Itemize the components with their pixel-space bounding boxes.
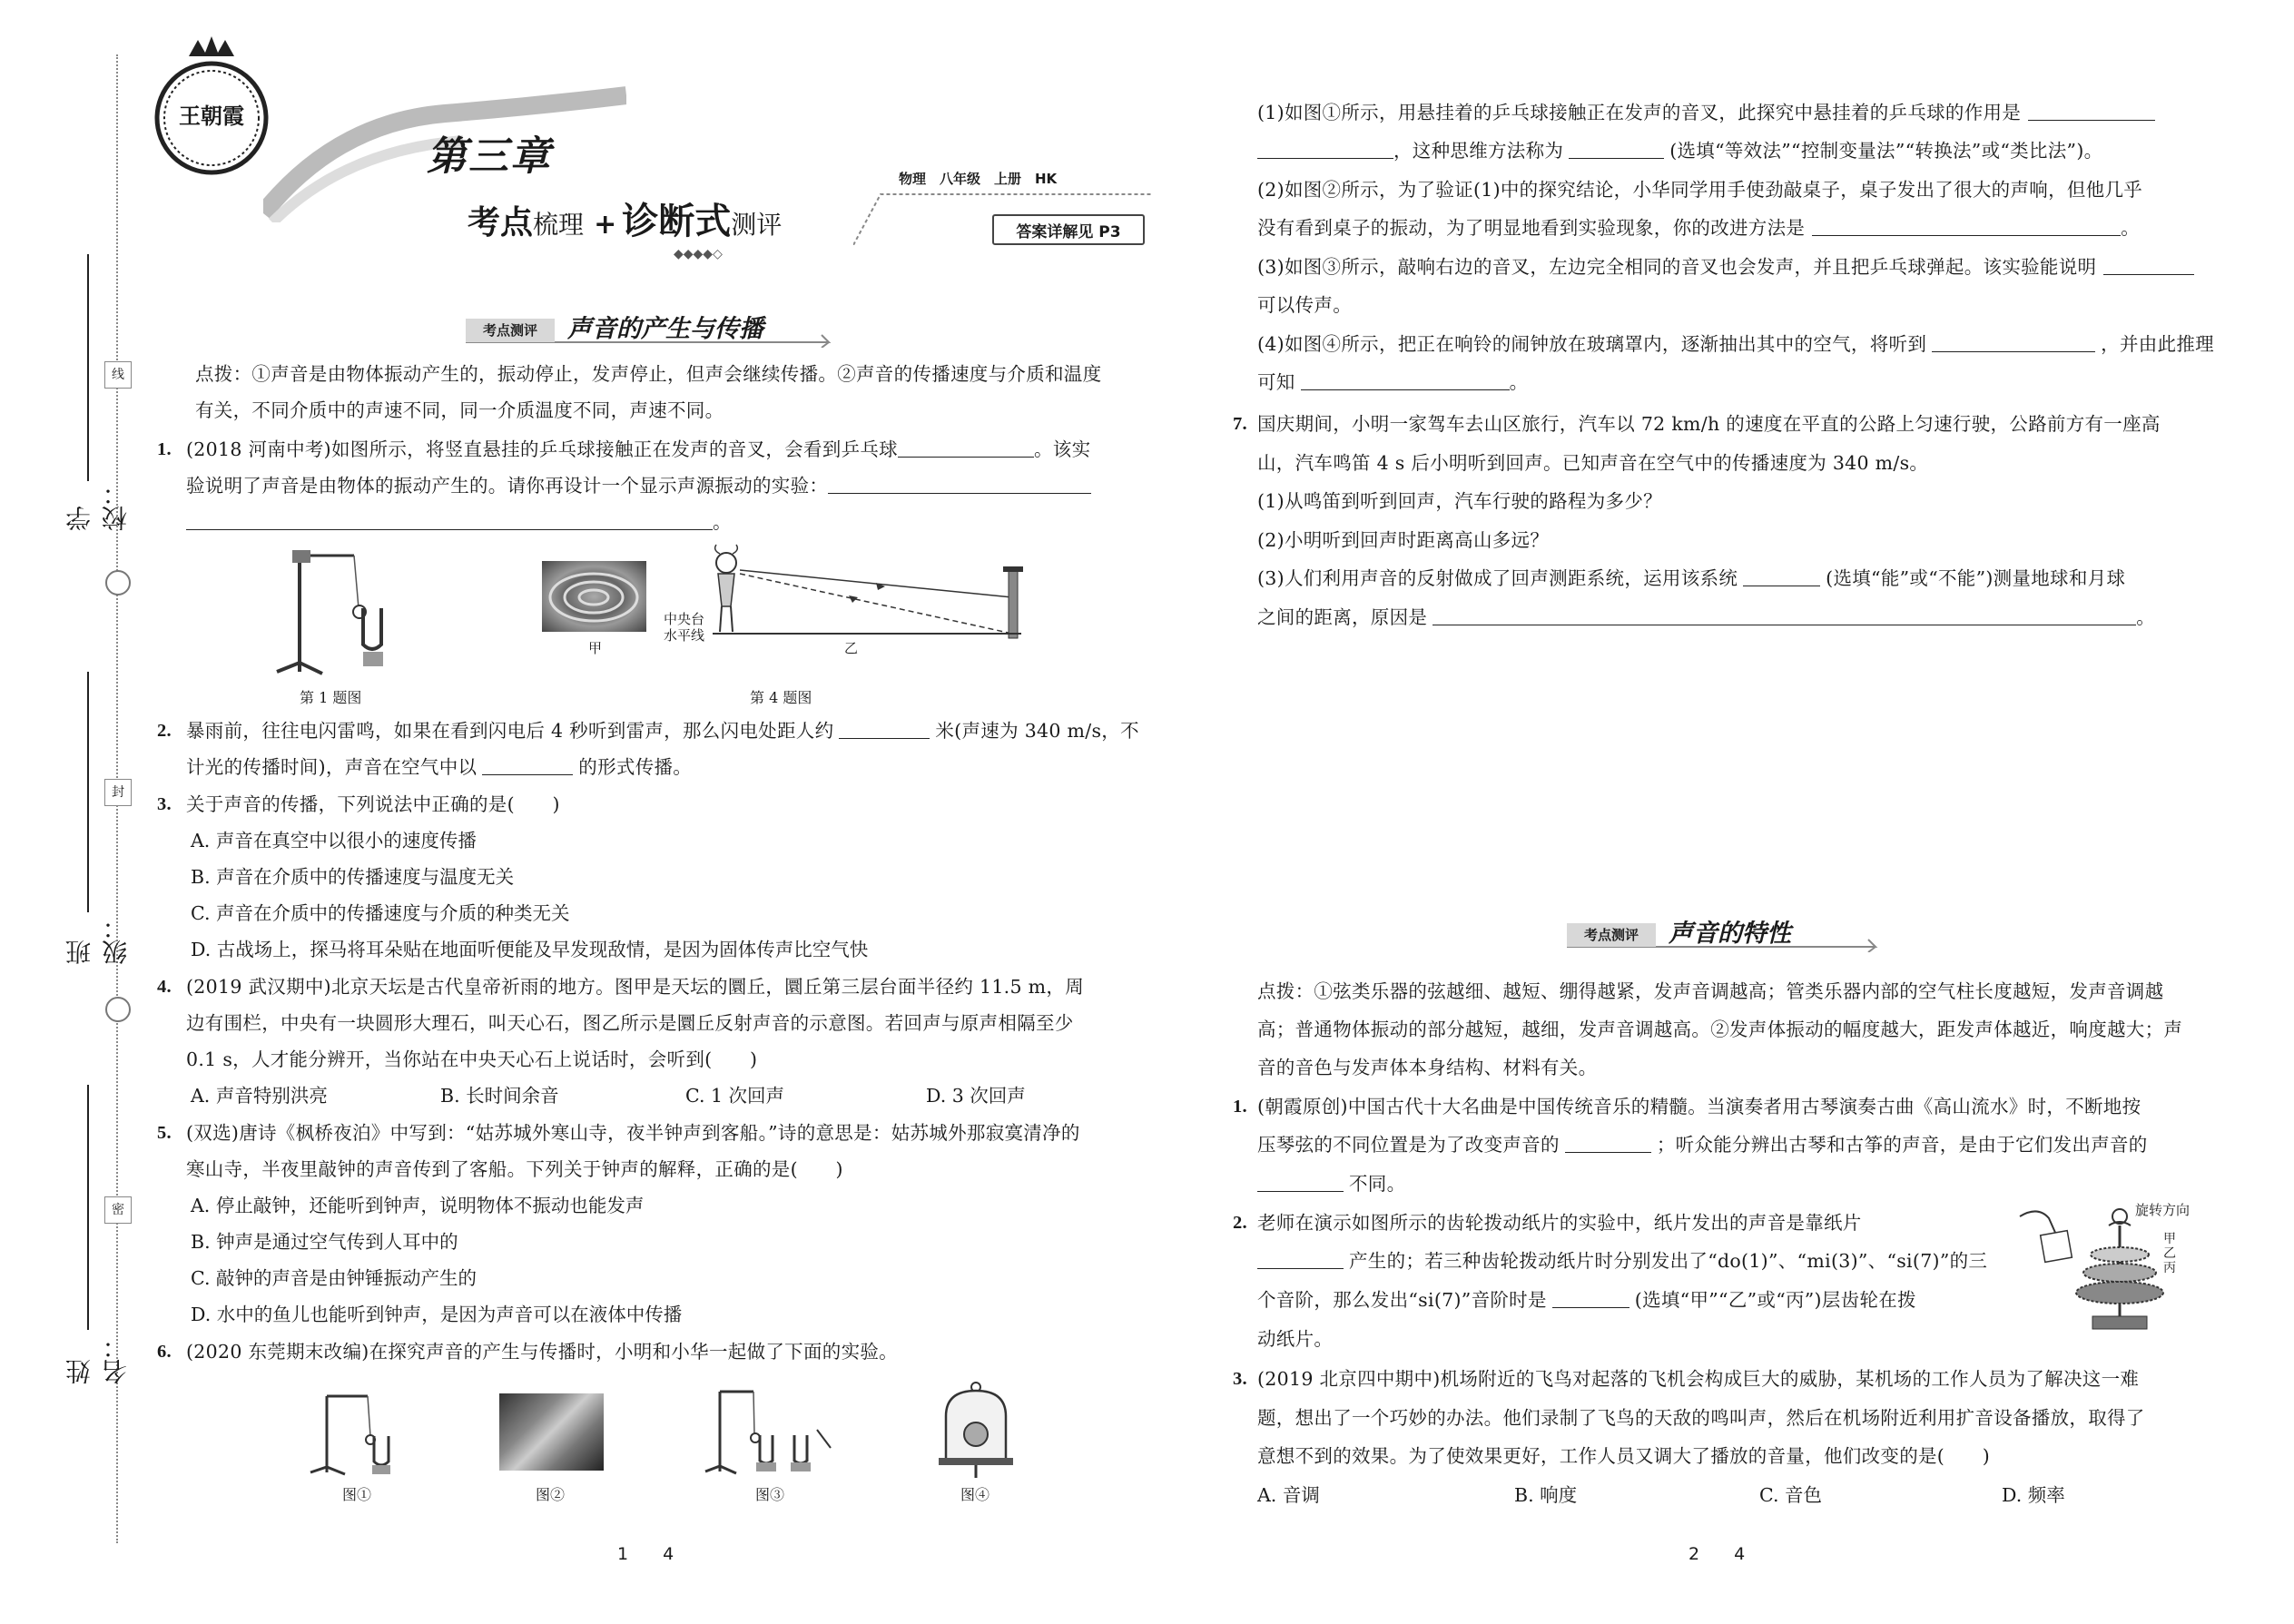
s2-q2-line-4: 动纸片。 bbox=[1257, 1328, 1334, 1350]
tip-line-2: 有关，不同介质中的声速不同，同一介质温度不同，声速不同。 bbox=[195, 399, 724, 421]
figure-4-caption: 第 4 题图 bbox=[750, 689, 812, 706]
tip2-line-2: 高；普通物体振动的部分越短，越细，发声音调越高。②发声体振动的幅度越大，距发声体越近，响度越大；声 bbox=[1257, 1019, 2183, 1040]
q5-option-c[interactable]: C. 敲钟的声音是由钟锤振动产生的 bbox=[191, 1267, 477, 1289]
s2-q3-line-2: 题，想出了一个巧妙的办法。他们录制了飞鸟的天敌的鸣叫声，然后在机场附近利用扩音设备播放，取得了 bbox=[1257, 1407, 2145, 1429]
s2-q2-line-2 bbox=[1257, 1243, 1987, 1279]
q7-line-1: 国庆期间，小明一家驾车去山区旅行，汽车以 72 km/h 的速度在平直的公路上匀速行驶，公路前方有一座高 bbox=[1257, 413, 2161, 435]
q2-text-b-end: 的形式传播。 bbox=[578, 756, 693, 778]
q6-number: 6. bbox=[157, 1342, 172, 1362]
q6-2-line-2 bbox=[1257, 210, 2140, 246]
q7-3-text-a: (3)人们利用声音的反射做成了回声测距系统，运用该系统 bbox=[1257, 567, 1738, 589]
q3-option-a[interactable]: A. 声音在真空中以很小的速度传播 bbox=[191, 830, 477, 851]
s2-q3-option-b[interactable]: B. 响度 bbox=[1514, 1484, 1578, 1506]
q6-4-line-2 bbox=[1257, 364, 1528, 400]
school-blank[interactable] bbox=[87, 254, 89, 481]
q6-4-text-b-end: 。 bbox=[1509, 371, 1529, 393]
q5-line-1: (双选)唐诗《枫桥夜泊》中写到：“姑苏城外寒山寺，夜半钟声到客船。”诗的意思是：姑苏城外那寂寞清净的 bbox=[186, 1122, 1080, 1144]
q6-1-blank-3[interactable] bbox=[1569, 138, 1664, 159]
name-label: 姓名： bbox=[64, 1334, 131, 1384]
q4-option-d[interactable]: D. 3 次回声 bbox=[926, 1085, 1026, 1107]
q6-stem: (2020 东莞期末改编)在探究声音的产生与传播时，小明和小华一起做了下面的实验。 bbox=[186, 1341, 898, 1363]
q2-line-1 bbox=[186, 713, 1139, 749]
q6-3-text-a: (3)如图③所示，敲响右边的音叉，左边完全相同的音叉也会发声，并且把乒乓球弹起。该实验能说明 bbox=[1257, 256, 2097, 278]
figure-4-photo-jia bbox=[542, 561, 646, 632]
figure-6-4-caption: 图④ bbox=[960, 1486, 990, 1503]
s2-q1-line-1: (朝霞原创)中国古代十大名曲是中国传统音乐的精髓。当演奏者用古琴演奏古曲《高山流水》时，不断地按 bbox=[1257, 1096, 2141, 1117]
figure-4-label-jia: 甲 bbox=[588, 640, 603, 656]
q1-blank-1[interactable] bbox=[898, 437, 1034, 458]
q5-line-2: 寒山寺，半夜里敲钟的声音传到了客船。下列关于钟声的解释，正确的是( ) bbox=[186, 1158, 843, 1180]
class-blank[interactable] bbox=[87, 672, 89, 912]
s2-q2-text-b-end: 产生的；若三种齿轮拨动纸片时分别发出了“do(1)”、“mi(3)”、“si(7)”的三 bbox=[1349, 1250, 1988, 1272]
q1-text-c-end: 。 bbox=[713, 511, 732, 533]
q6-3-line-2: 可以传声。 bbox=[1257, 294, 1352, 316]
q6-1-line-2 bbox=[1257, 133, 2102, 169]
q4-option-b[interactable]: B. 长时间余音 bbox=[440, 1085, 559, 1107]
subtitle-plus: + bbox=[594, 209, 617, 241]
q2-text-b: 计光的传播时间)，声音在空气中以 bbox=[186, 756, 478, 778]
q7-sub-3-line-2 bbox=[1257, 599, 2155, 635]
q5-option-a[interactable]: A. 停止敲钟，还能听到钟声，说明物体不振动也能发声 bbox=[191, 1195, 645, 1216]
binding-hole-icon bbox=[105, 997, 131, 1022]
grade-info: 物理 八年级 上册 HK bbox=[899, 171, 1058, 187]
s2-q2-line-3 bbox=[1257, 1282, 1916, 1318]
q6-4-line-1 bbox=[1257, 326, 2214, 362]
q6-1-blank-1[interactable] bbox=[2028, 100, 2155, 121]
q3-number: 3. bbox=[157, 794, 172, 814]
page-number-left: 1 4 bbox=[617, 1544, 674, 1564]
q2-text-a-end: 米(声速为 340 m/s，不 bbox=[935, 720, 1139, 742]
gear-direction-label: 旋转方向 bbox=[2135, 1202, 2191, 1218]
tip2-line-1: 点拨：①弦类乐器的弦越细、越短、绷得越紧，发声音调越高；管类乐器内部的空气柱长度越短，发声音调越 bbox=[1257, 980, 2164, 1002]
s2-q1-text-b: 压琴弦的不同位置是为了改变声音的 bbox=[1257, 1134, 1560, 1156]
chapter-subtitle bbox=[468, 192, 782, 244]
q7-3-blank-1[interactable] bbox=[1743, 566, 1820, 586]
q1-line-3 bbox=[186, 504, 732, 540]
q2-blank-2[interactable] bbox=[482, 754, 573, 775]
section-title: 声音的特性 bbox=[1669, 920, 1791, 948]
q2-blank-1[interactable] bbox=[839, 718, 930, 739]
subtitle-ceping: 测评 bbox=[731, 210, 783, 240]
q4-option-a[interactable]: A. 声音特别洪亮 bbox=[191, 1085, 328, 1107]
q6-4-text-a: (4)如图④所示，把正在响铃的闹钟放在玻璃罩内，逐渐抽出其中的空气，将听到 bbox=[1257, 333, 1927, 355]
q6-2-text-b-end: 。 bbox=[2121, 217, 2141, 239]
figure-4-label-horizon: 水平线 bbox=[664, 627, 705, 644]
subtitle-zhenduanshi: 诊断式 bbox=[622, 201, 732, 242]
school-label: 学校： bbox=[64, 480, 131, 531]
q6-1-blank-2[interactable] bbox=[1257, 138, 1393, 159]
chapter-title: 第三章 bbox=[427, 133, 552, 180]
section-tag: 考点测评 bbox=[466, 319, 555, 342]
q7-3-text-b-end: 。 bbox=[2136, 606, 2156, 628]
q4-line-3: 0.1 s，人才能分辨开，当你站在中央天心石上说话时，会听到( ) bbox=[186, 1048, 758, 1070]
s2-q1-text-c-end: 不同。 bbox=[1349, 1173, 1406, 1195]
s2-q3-option-a[interactable]: A. 音调 bbox=[1257, 1484, 1320, 1506]
s2-q3-line-1: (2019 北京四中期中)机场附近的飞鸟对起落的飞机会构成巨大的威胁，某机场的工作人员为了解决这一难 bbox=[1257, 1368, 2140, 1390]
q2-line-2 bbox=[186, 749, 692, 785]
s2-q1-text-b-end: ；听众能分辨出古琴和古筝的声音，是由于它们发出声音的 bbox=[1656, 1134, 2148, 1156]
q2-number: 2. bbox=[157, 721, 172, 741]
q5-option-b[interactable]: B. 钟声是通过空气传到人耳中的 bbox=[191, 1231, 458, 1253]
brand-name: 王朝霞 bbox=[179, 103, 244, 129]
s2-q2-line-1: 老师在演示如图所示的齿轮拨动纸片的实验中，纸片发出的声音是靠纸片 bbox=[1257, 1212, 1862, 1234]
binding-hole-icon bbox=[105, 570, 131, 595]
gear-labels bbox=[2163, 1232, 2176, 1275]
q1-line-1 bbox=[186, 431, 1090, 468]
subtitle-kaodian: 考点 bbox=[468, 204, 534, 241]
q2-text-a: 暴雨前，往往电闪雷鸣，如果在看到闪电后 4 秒听到雷声，那么闪电处距人约 bbox=[186, 720, 834, 742]
q6-3-line-1 bbox=[1257, 249, 2194, 285]
q6-1-text-b-tail: (选填“等效法”“控制变量法”“转换法”或“类比法”)。 bbox=[1669, 140, 2103, 162]
seal-mark-seal: 封 bbox=[104, 779, 132, 806]
figure-6-4-bell-jar bbox=[935, 1380, 1017, 1480]
q7-line-2: 山，汽车鸣笛 4 s 后小明听到回声。已知声音在空气中的传播速度为 340 m/s。 bbox=[1257, 452, 1929, 474]
figure-6-3-two-forks bbox=[704, 1384, 849, 1480]
q3-option-d[interactable]: D. 古战场上，探马将耳朵贴在地面听便能及早发现敌情，是因为固体传声比空气快 bbox=[191, 939, 869, 960]
figure-1-tuning-fork bbox=[272, 545, 399, 681]
s2-q1-line-3 bbox=[1257, 1166, 1405, 1202]
header-dots-decoration: ◆◆◆◆◇ bbox=[674, 247, 723, 261]
s2-q3-option-c[interactable]: C. 音色 bbox=[1759, 1484, 1822, 1506]
q7-sub-3-line-1 bbox=[1257, 560, 2125, 596]
q4-number: 4. bbox=[157, 977, 172, 997]
figure-4-label-yi: 乙 bbox=[844, 640, 859, 656]
s2-q2-blank-1[interactable] bbox=[1257, 1248, 1344, 1269]
figure-6-3-caption: 图③ bbox=[755, 1486, 785, 1503]
gear-label-bing: 丙 bbox=[2163, 1261, 2176, 1275]
s2-q3-option-d[interactable]: D. 频率 bbox=[2002, 1484, 2065, 1506]
q4-line-2: 边有围栏，中央有一块圆形大理石，叫天心石，图乙所示是圜丘反射声音的示意图。若回声与原声相隔至少 bbox=[186, 1012, 1074, 1034]
subtitle-shuli: 梳理 bbox=[533, 210, 585, 240]
q6-1-text-b: ，这种思维方法称为 bbox=[1393, 140, 1564, 162]
class-label: 班级： bbox=[64, 914, 131, 965]
q1-line-2 bbox=[186, 468, 1091, 504]
q6-2-blank[interactable] bbox=[1812, 215, 2121, 236]
q6-1-line-1 bbox=[1257, 94, 2155, 131]
figure-6-1-caption: 图① bbox=[342, 1486, 372, 1503]
q6-1-text-a: (1)如图①所示，用悬挂着的乒乓球接触正在发声的音叉，此探究中悬挂着的乒乓球的作用是 bbox=[1257, 102, 2022, 123]
s2-q2-text-c: 个音阶，那么发出“si(7)”音阶时是 bbox=[1257, 1289, 1547, 1311]
q3-stem: 关于声音的传播，下列说法中正确的是( ) bbox=[186, 793, 560, 815]
q6-4-text-a-end: ，并由此推理 bbox=[2101, 333, 2214, 355]
q7-sub-2: (2)小明听到回声时距离高山多远？ bbox=[1257, 529, 1550, 551]
q6-2-text-b: 没有看到桌子的振动，为了明显地看到实验现象，你的改进方法是 bbox=[1257, 217, 1806, 239]
s2-q1-number: 1. bbox=[1233, 1097, 1247, 1117]
figure-1-caption: 第 1 题图 bbox=[300, 689, 362, 706]
answer-ref: 答案详解见 P3 bbox=[1016, 223, 1121, 241]
q5-option-d[interactable]: D. 水中的鱼儿也能听到钟声，是因为声音可以在液体中传播 bbox=[191, 1304, 683, 1325]
q6-2-line-1: (2)如图②所示，为了验证(1)中的探究结论，小华同学用手使劲敲桌子，桌子发出了很大的声响，但他几乎 bbox=[1257, 179, 2143, 201]
q1-blank-3[interactable] bbox=[186, 509, 713, 530]
page-number-right: 2 4 bbox=[1689, 1544, 1746, 1564]
q3-option-c[interactable]: C. 声音在介质中的传播速度与介质的种类无关 bbox=[191, 902, 570, 924]
s2-q1-blank-1[interactable] bbox=[1565, 1132, 1651, 1153]
gear-label-yi: 乙 bbox=[2163, 1246, 2176, 1261]
figure-6-2-caption: 图② bbox=[536, 1486, 566, 1503]
q3-option-b[interactable]: B. 声音在介质中的传播速度与温度无关 bbox=[191, 866, 515, 888]
q6-4-blank-2[interactable] bbox=[1301, 369, 1510, 390]
figure-6-2-photo bbox=[499, 1393, 604, 1471]
s2-q2-text-c-end: (选填“甲”“乙”或“丙”)层齿轮在拨 bbox=[1634, 1289, 1916, 1311]
s2-q1-blank-2[interactable] bbox=[1257, 1171, 1344, 1192]
q1-text-a: (2018 河南中考)如图所示，将竖直悬挂的乒乓球接触正在发声的音叉，会看到乒乓球 bbox=[186, 438, 898, 460]
gear-label-jia: 甲 bbox=[2163, 1232, 2176, 1246]
q1-blank-2[interactable] bbox=[828, 473, 1091, 494]
s2-q1-line-2 bbox=[1257, 1127, 2148, 1163]
q7-3-text-a-end: (选填“能”或“不能”)测量地球和月球 bbox=[1826, 567, 2126, 589]
q1-number: 1. bbox=[157, 439, 172, 459]
q1-text-b: 验说明了声音是由物体的振动产生的。请你再设计一个显示声源振动的实验： bbox=[186, 475, 829, 497]
q7-3-blank-2[interactable] bbox=[1433, 605, 2136, 625]
figure-4-diagram-yi bbox=[704, 543, 1030, 643]
q5-number: 5. bbox=[157, 1123, 172, 1143]
brand-logo bbox=[153, 36, 271, 191]
q4-option-c[interactable]: C. 1 次回声 bbox=[685, 1085, 785, 1107]
figure-4-labels bbox=[664, 611, 704, 644]
name-blank[interactable] bbox=[87, 1085, 89, 1330]
q6-3-blank[interactable] bbox=[2103, 254, 2194, 275]
seal-mark-line: 线 bbox=[104, 361, 132, 389]
q7-3-text-b: 之间的距离，原因是 bbox=[1257, 606, 1428, 628]
section-tag: 考点测评 bbox=[1567, 923, 1656, 947]
q6-4-text-b: 可知 bbox=[1257, 371, 1295, 393]
q1-text-a-end: 。该实 bbox=[1033, 438, 1091, 460]
tip2-line-3: 音的音色与发声体本身结构、材料有关。 bbox=[1257, 1057, 1598, 1078]
s2-q3-number: 3. bbox=[1233, 1369, 1247, 1389]
q6-4-blank-1[interactable] bbox=[1932, 331, 2095, 352]
q4-line-1: (2019 武汉期中)北京天坛是古代皇帝祈雨的地方。图甲是天坛的圜丘，圜丘第三层台面半径约 11.5 m，周 bbox=[186, 976, 1084, 998]
q7-sub-1: (1)从鸣笛到听到回声，汽车行驶的路程为多少？ bbox=[1257, 490, 1662, 512]
figure-4-label-center: 中央台 bbox=[664, 611, 705, 627]
tip-line-1: 点拨：①声音是由物体振动产生的，振动停止，发声停止，但声会继续传播。②声音的传播速度与介质和温度 bbox=[195, 363, 1102, 385]
q7-number: 7. bbox=[1233, 414, 1247, 434]
s2-q3-line-3: 意想不到的效果。为了使效果更好，工作人员又调大了播放的音量，他们改变的是( ) bbox=[1257, 1445, 1990, 1467]
answer-ref-box bbox=[992, 214, 1145, 245]
figure-6-1-tuning-fork bbox=[309, 1389, 409, 1480]
s2-q2-blank-2[interactable] bbox=[1552, 1287, 1629, 1308]
s2-q2-number: 2. bbox=[1233, 1213, 1247, 1233]
section-banner-sound-characteristics bbox=[1567, 916, 1894, 952]
section-banner-sound-production bbox=[466, 311, 856, 348]
section-title: 声音的产生与传播 bbox=[567, 315, 763, 343]
seal-mark-secret: 密 bbox=[104, 1196, 132, 1224]
